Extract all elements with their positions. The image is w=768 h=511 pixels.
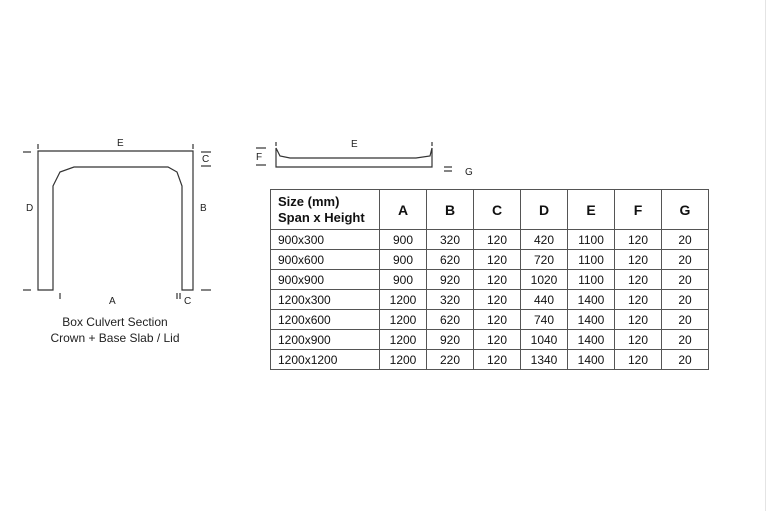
cell-d: 1340 — [521, 350, 568, 370]
header-col-f: F — [615, 190, 662, 230]
cell-c: 120 — [474, 330, 521, 350]
header-col-b: B — [427, 190, 474, 230]
cell-a: 900 — [380, 230, 427, 250]
cell-b: 220 — [427, 350, 474, 370]
cell-a: 900 — [380, 250, 427, 270]
cell-size: 900x900 — [271, 270, 380, 290]
dimension-table — [270, 189, 709, 370]
cell-e: 1400 — [568, 290, 615, 310]
cell-d: 1040 — [521, 330, 568, 350]
cell-g: 20 — [662, 230, 709, 250]
cell-a: 1200 — [380, 350, 427, 370]
header-col-e: E — [568, 190, 615, 230]
culvert-section-outline — [38, 151, 193, 290]
cell-g: 20 — [662, 330, 709, 350]
header-size-line2: Span x Height — [278, 209, 365, 225]
table-row — [271, 350, 709, 370]
cell-e: 1400 — [568, 350, 615, 370]
cell-d: 440 — [521, 290, 568, 310]
dim-label-c-bottom: C — [184, 296, 192, 307]
cell-size: 1200x900 — [271, 330, 380, 350]
cell-size: 900x300 — [271, 230, 380, 250]
cell-c: 120 — [474, 230, 521, 250]
cell-b: 920 — [427, 330, 474, 350]
table-row — [271, 250, 709, 270]
cell-e: 1100 — [568, 250, 615, 270]
cell-d: 740 — [521, 310, 568, 330]
dim-label-e: E — [117, 138, 124, 149]
header-col-d: D — [521, 190, 568, 230]
header-size-line1: Size (mm) — [278, 193, 340, 209]
cell-g: 20 — [662, 250, 709, 270]
cell-d: 720 — [521, 250, 568, 270]
dim-label-a: A — [109, 296, 116, 307]
dim-label-c-top: C — [202, 154, 210, 165]
cell-f: 120 — [615, 290, 662, 310]
cell-f: 120 — [615, 270, 662, 290]
caption-line-1: Box Culvert Section — [62, 315, 168, 329]
cell-g: 20 — [662, 310, 709, 330]
cell-size: 1200x1200 — [271, 350, 380, 370]
cell-a: 900 — [380, 270, 427, 290]
cell-a: 1200 — [380, 310, 427, 330]
lid-outline — [276, 148, 432, 167]
lid-label-e: E — [351, 139, 358, 150]
dim-label-b: B — [200, 203, 207, 214]
cell-c: 120 — [474, 310, 521, 330]
cell-b: 320 — [427, 230, 474, 250]
cell-c: 120 — [474, 250, 521, 270]
cell-e: 1400 — [568, 330, 615, 350]
cell-d: 1020 — [521, 270, 568, 290]
table-row — [271, 290, 709, 310]
cell-c: 120 — [474, 270, 521, 290]
cell-e: 1400 — [568, 310, 615, 330]
header-col-c: C — [474, 190, 521, 230]
cell-f: 120 — [615, 350, 662, 370]
cell-e: 1100 — [568, 230, 615, 250]
cell-f: 120 — [615, 230, 662, 250]
cell-g: 20 — [662, 270, 709, 290]
lid-label-g: G — [465, 167, 473, 178]
cell-a: 1200 — [380, 330, 427, 350]
cell-g: 20 — [662, 350, 709, 370]
cell-size: 1200x600 — [271, 310, 380, 330]
cell-f: 120 — [615, 310, 662, 330]
cell-f: 120 — [615, 330, 662, 350]
lid-label-f: F — [256, 152, 263, 163]
table-row — [271, 230, 709, 250]
cell-a: 1200 — [380, 290, 427, 310]
table-row — [271, 270, 709, 290]
cell-c: 120 — [474, 290, 521, 310]
cell-b: 920 — [427, 270, 474, 290]
cell-size: 900x600 — [271, 250, 380, 270]
header-col-a: A — [380, 190, 427, 230]
dim-label-d: D — [26, 203, 34, 214]
table-header-row — [271, 190, 709, 230]
cell-f: 120 — [615, 250, 662, 270]
header-col-g: G — [662, 190, 709, 230]
cell-b: 620 — [427, 250, 474, 270]
header-size — [271, 190, 380, 230]
cell-c: 120 — [474, 350, 521, 370]
cell-size: 1200x300 — [271, 290, 380, 310]
cell-e: 1100 — [568, 270, 615, 290]
cell-b: 320 — [427, 290, 474, 310]
cell-b: 620 — [427, 310, 474, 330]
cell-d: 420 — [521, 230, 568, 250]
cell-g: 20 — [662, 290, 709, 310]
table-row — [271, 330, 709, 350]
caption-line-2: Crown + Base Slab / Lid — [50, 331, 180, 345]
table-row — [271, 310, 709, 330]
